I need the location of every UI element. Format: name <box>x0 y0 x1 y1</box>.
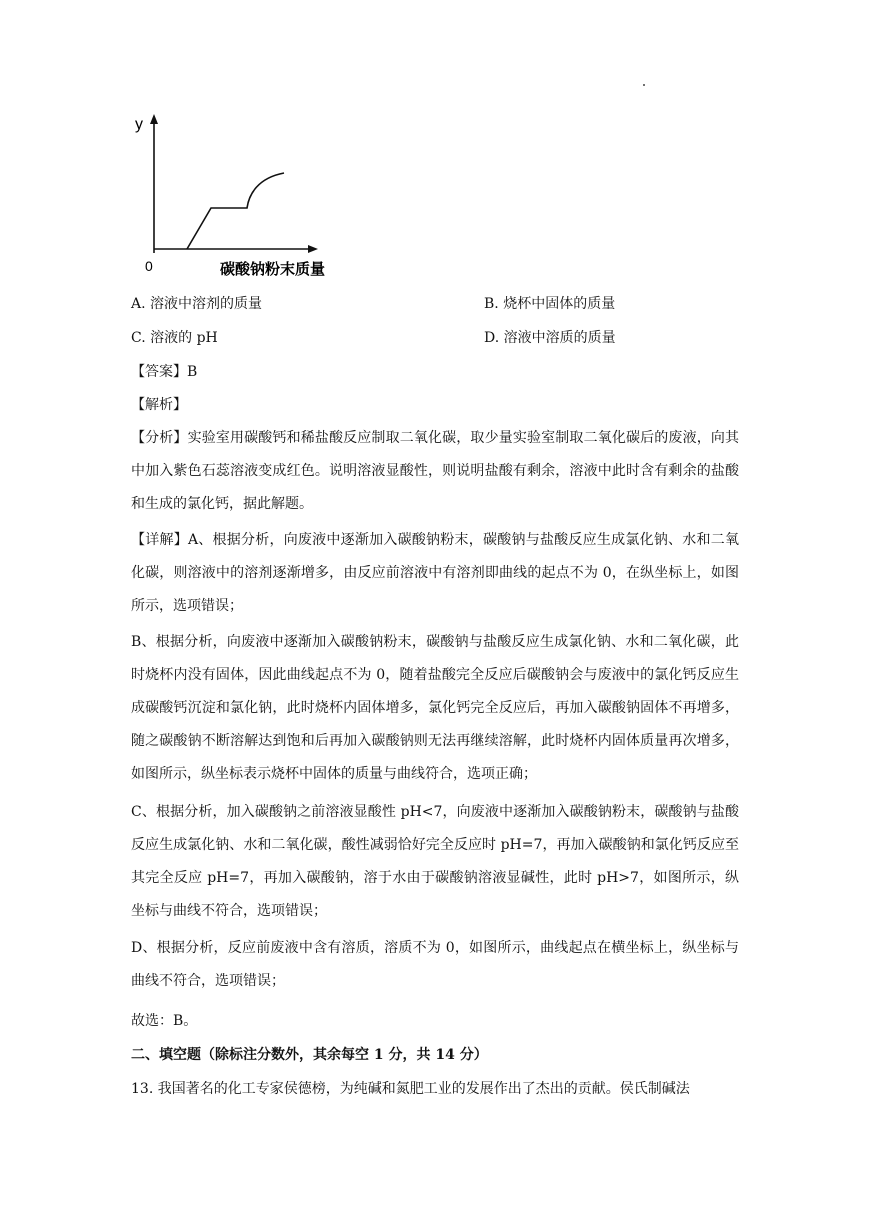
question-13: 13. 我国著名的化工专家侯德榜，为纯碱和氮肥工业的发展作出了杰出的贡献。侯氏制碱法 <box>131 1081 690 1097</box>
conclusion-line: 故选：B。 <box>131 1013 198 1029</box>
option-b: B. 烧杯中固体的质量 <box>484 296 616 312</box>
detail-c-paragraph: C、根据分析，加入碳酸钠之前溶液显酸性 pH<7，向废液中逐渐加入碳酸钠粉末，碳酸钠与盐酸反应生成氯化钠、水和二氧化碳，酸性减弱恰好完全反应时 pH=7，再加入碳酸钠和氯化钙反应至其完全反应 pH=7，再加入碳酸钠，溶于水由于碳酸钠溶液显碱性，此时 pH>7，如图所示，纵坐标与曲线不符合，选项错误； <box>131 804 739 919</box>
section-heading: 二、填空题（除标注分数外，其余每空 1 分，共 14 分） <box>131 1047 488 1063</box>
reaction-graph <box>128 108 378 288</box>
y-axis-label: y <box>135 116 143 133</box>
detail-d-paragraph: D、根据分析，反应前废液中含有溶质，溶质不为 0，如图所示，曲线起点在横坐标上，纵坐标与曲线不符合，选项错误； <box>131 940 739 989</box>
option-c: C. 溶液的 pH <box>131 330 218 346</box>
origin-label: 0 <box>145 258 153 274</box>
detail-a-paragraph: 【详解】A、根据分析，向废液中逐渐加入碳酸钠粉末，碳酸钠与盐酸反应生成氯化钠、水和二氧化碳，则溶液中的溶剂逐渐增多，由反应前溶液中有溶剂即曲线的起点不为 0，在纵坐标上，如图所示，选项错误； <box>131 532 739 614</box>
option-d: D. 溶液中溶质的质量 <box>484 330 616 346</box>
answer-line: 【答案】B <box>131 364 198 380</box>
stray-dot <box>643 84 645 86</box>
option-a: A. 溶液中溶剂的质量 <box>131 296 263 312</box>
graph-curve <box>187 173 284 249</box>
x-axis-label: 碳酸钠粉末质量 <box>220 260 326 278</box>
detail-b-paragraph: B、根据分析，向废液中逐渐加入碳酸钠粉末，碳酸钠与盐酸反应生成氯化钠、水和二氧化碳，此时烧杯内没有固体，因此曲线起点不为 0，随着盐酸完全反应后碳酸钠会与废液中的氯化钙反应生成碳酸钙沉淀和氯化钠，此时烧杯内固体增多，氯化钙完全反应后，再加入碳酸钠固体不再增多，随之碳酸钠不断溶解达到饱和后再加入碳酸钠则无法再继续溶解，此时烧杯内固体质量再次增多，如图所示，纵坐标表示烧杯中固体的质量与曲线符合，选项正确； <box>131 634 739 782</box>
analysis-paragraph: 【分析】实验室用碳酸钙和稀盐酸反应制取二氧化碳，取少量实验室制取二氧化碳后的废液，向其中加入紫色石蕊溶液变成红色。说明溶液显酸性，则说明盐酸有剩余，溶液中此时含有剩余的盐酸和生成的氯化钙，据此解题。 <box>131 430 739 512</box>
analysis-heading: 【解析】 <box>131 397 187 413</box>
y-axis-arrow <box>150 114 158 124</box>
x-axis-arrow <box>308 245 318 253</box>
